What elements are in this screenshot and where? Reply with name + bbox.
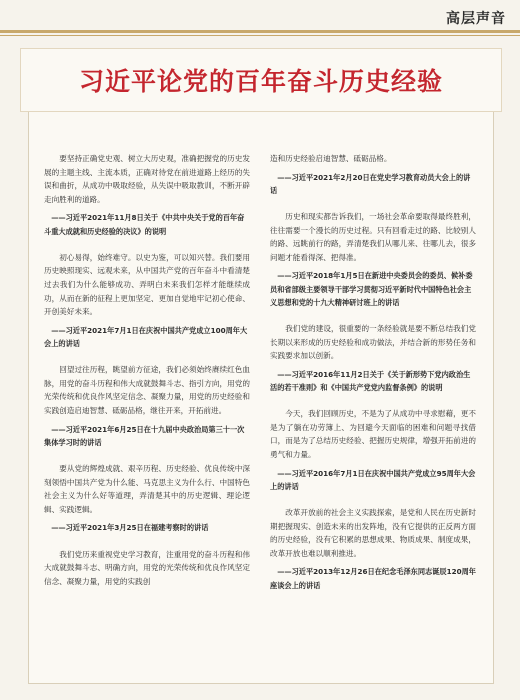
quote-source: ——习近平2016年11月2日关于《关于新形势下党内政治生活的若干准则》和《中国共产党党内监督条例》的说明 bbox=[270, 369, 471, 392]
quote-paragraph: 改革开放前的社会主义实践探索，是党和人民在历史新时期把握现实、创造未来的出发阵地，没有它提供的正反两方面的历史经验，没有它积累的思想成果、物质成果、制度成果，改革开放也难以顺利推进。 bbox=[270, 507, 476, 558]
article-body bbox=[44, 152, 476, 672]
section-tag: 高层声音 bbox=[446, 11, 506, 27]
quote-source: ——习近平2021年6月25日在十九届中央政治局第三十一次集体学习时的讲话 bbox=[44, 424, 245, 447]
right-column bbox=[270, 152, 476, 672]
header-rule-thin bbox=[0, 35, 520, 36]
quote-paragraph: 历史和现实都告诉我们，一场社会革命要取得最终胜利，往往需要一个漫长的历史过程。只有回看走过的路、比较别人的路、远眺前行的路，弄清楚我们从哪儿来、往哪儿去，很多问题才能看得深、把得准。 bbox=[270, 212, 476, 262]
header-rule bbox=[0, 30, 520, 33]
quote-paragraph: 要坚持正确党史观、树立大历史观，准确把握党的历史发展的主题主线、主流本质，正确对待党在前进道路上经历的失误和曲折，从成功中吸取经验，从失误中吸取教训，不断开辟走向胜利的道路。 bbox=[44, 154, 250, 204]
quote-paragraph: 我们党历来重视党史学习教育，注重用党的奋斗历程和伟大成就鼓舞斗志、明确方向，用党的光荣传统和优良作风坚定信念、凝聚力量，用党的实践创 bbox=[44, 549, 250, 586]
quote-source: ——习近平2018年1月5日在新进中央委员会的委员、候补委员和省部级主要领导干部学习贯彻习近平新时代中国特色社会主义思想和党的十九大精神研讨班上的讲话 bbox=[270, 271, 473, 307]
quote-paragraph: 我们党的建设，很重要的一条经验就是要不断总结我们党长期以来形成的历史经验和成功做法，并结合新的形势任务和实践要求加以创新。 bbox=[270, 323, 476, 361]
quote-source: ——习近平2021年2月20日在党史学习教育动员大会上的讲话 bbox=[270, 172, 471, 195]
quote-paragraph: 造和历史经验启迪智慧、砥砺品格。 bbox=[270, 154, 392, 163]
quote-source: ——习近平2021年7月1日在庆祝中国共产党成立100周年大会上的讲话 bbox=[44, 325, 248, 348]
quote-source: ——习近平2021年3月25日在福建考察时的讲话 bbox=[51, 523, 209, 533]
quote-paragraph: 今天，我们回顾历史，不是为了从成功中寻求慰藉，更不是为了躺在功劳簿上、为回避今天面临的困难和问题寻找借口，而是为了总结历史经验、把握历史规律，增强开拓前进的勇气和力量。 bbox=[270, 409, 476, 459]
quote-paragraph: 要从党的辉煌成就、艰辛历程、历史经验、优良传统中深刻领悟中国共产党为什么能、马克思主义为什么行、中国特色社会主义为什么好等道理，弄清楚其中的历史逻辑、理论逻辑、实践逻辑。 bbox=[44, 463, 250, 514]
quote-paragraph: 初心易得，始终难守。以史为鉴，可以知兴替。我们要用历史映照现实、远观未来，从中国共产党的百年奋斗中看清楚过去我们为什么能够成功、弄明白未来我们怎样才能继续成功，从而在新的征程上更加坚定、更加自觉地牢记初心使命、开创美好未来。 bbox=[44, 252, 250, 317]
left-column bbox=[44, 152, 250, 672]
quote-source: ——习近平2016年7月1日在庆祝中国共产党成立95周年大会上的讲话 bbox=[270, 468, 476, 491]
quote-source: ——习近平2021年11月8日关于《中共中央关于党的百年奋斗重大成就和历史经验的决议》的说明 bbox=[44, 213, 245, 236]
quote-source: ——习近平2013年12月26日在纪念毛泽东同志诞辰120周年座谈会上的讲话 bbox=[270, 567, 476, 590]
title-banner bbox=[20, 48, 502, 112]
article-title: 习近平论党的百年奋斗历史经验 bbox=[78, 67, 443, 96]
quote-paragraph: 回望过往历程，眺望前方征途，我们必须始终赓续红色血脉，用党的奋斗历程和伟大成就鼓舞斗志、指引方向，用党的光荣传统和优良作风坚定信念、凝聚力量，用党的历史经验和实践创造启迪智慧、砥砺品格，继往开来，开拓前进。 bbox=[44, 365, 250, 415]
